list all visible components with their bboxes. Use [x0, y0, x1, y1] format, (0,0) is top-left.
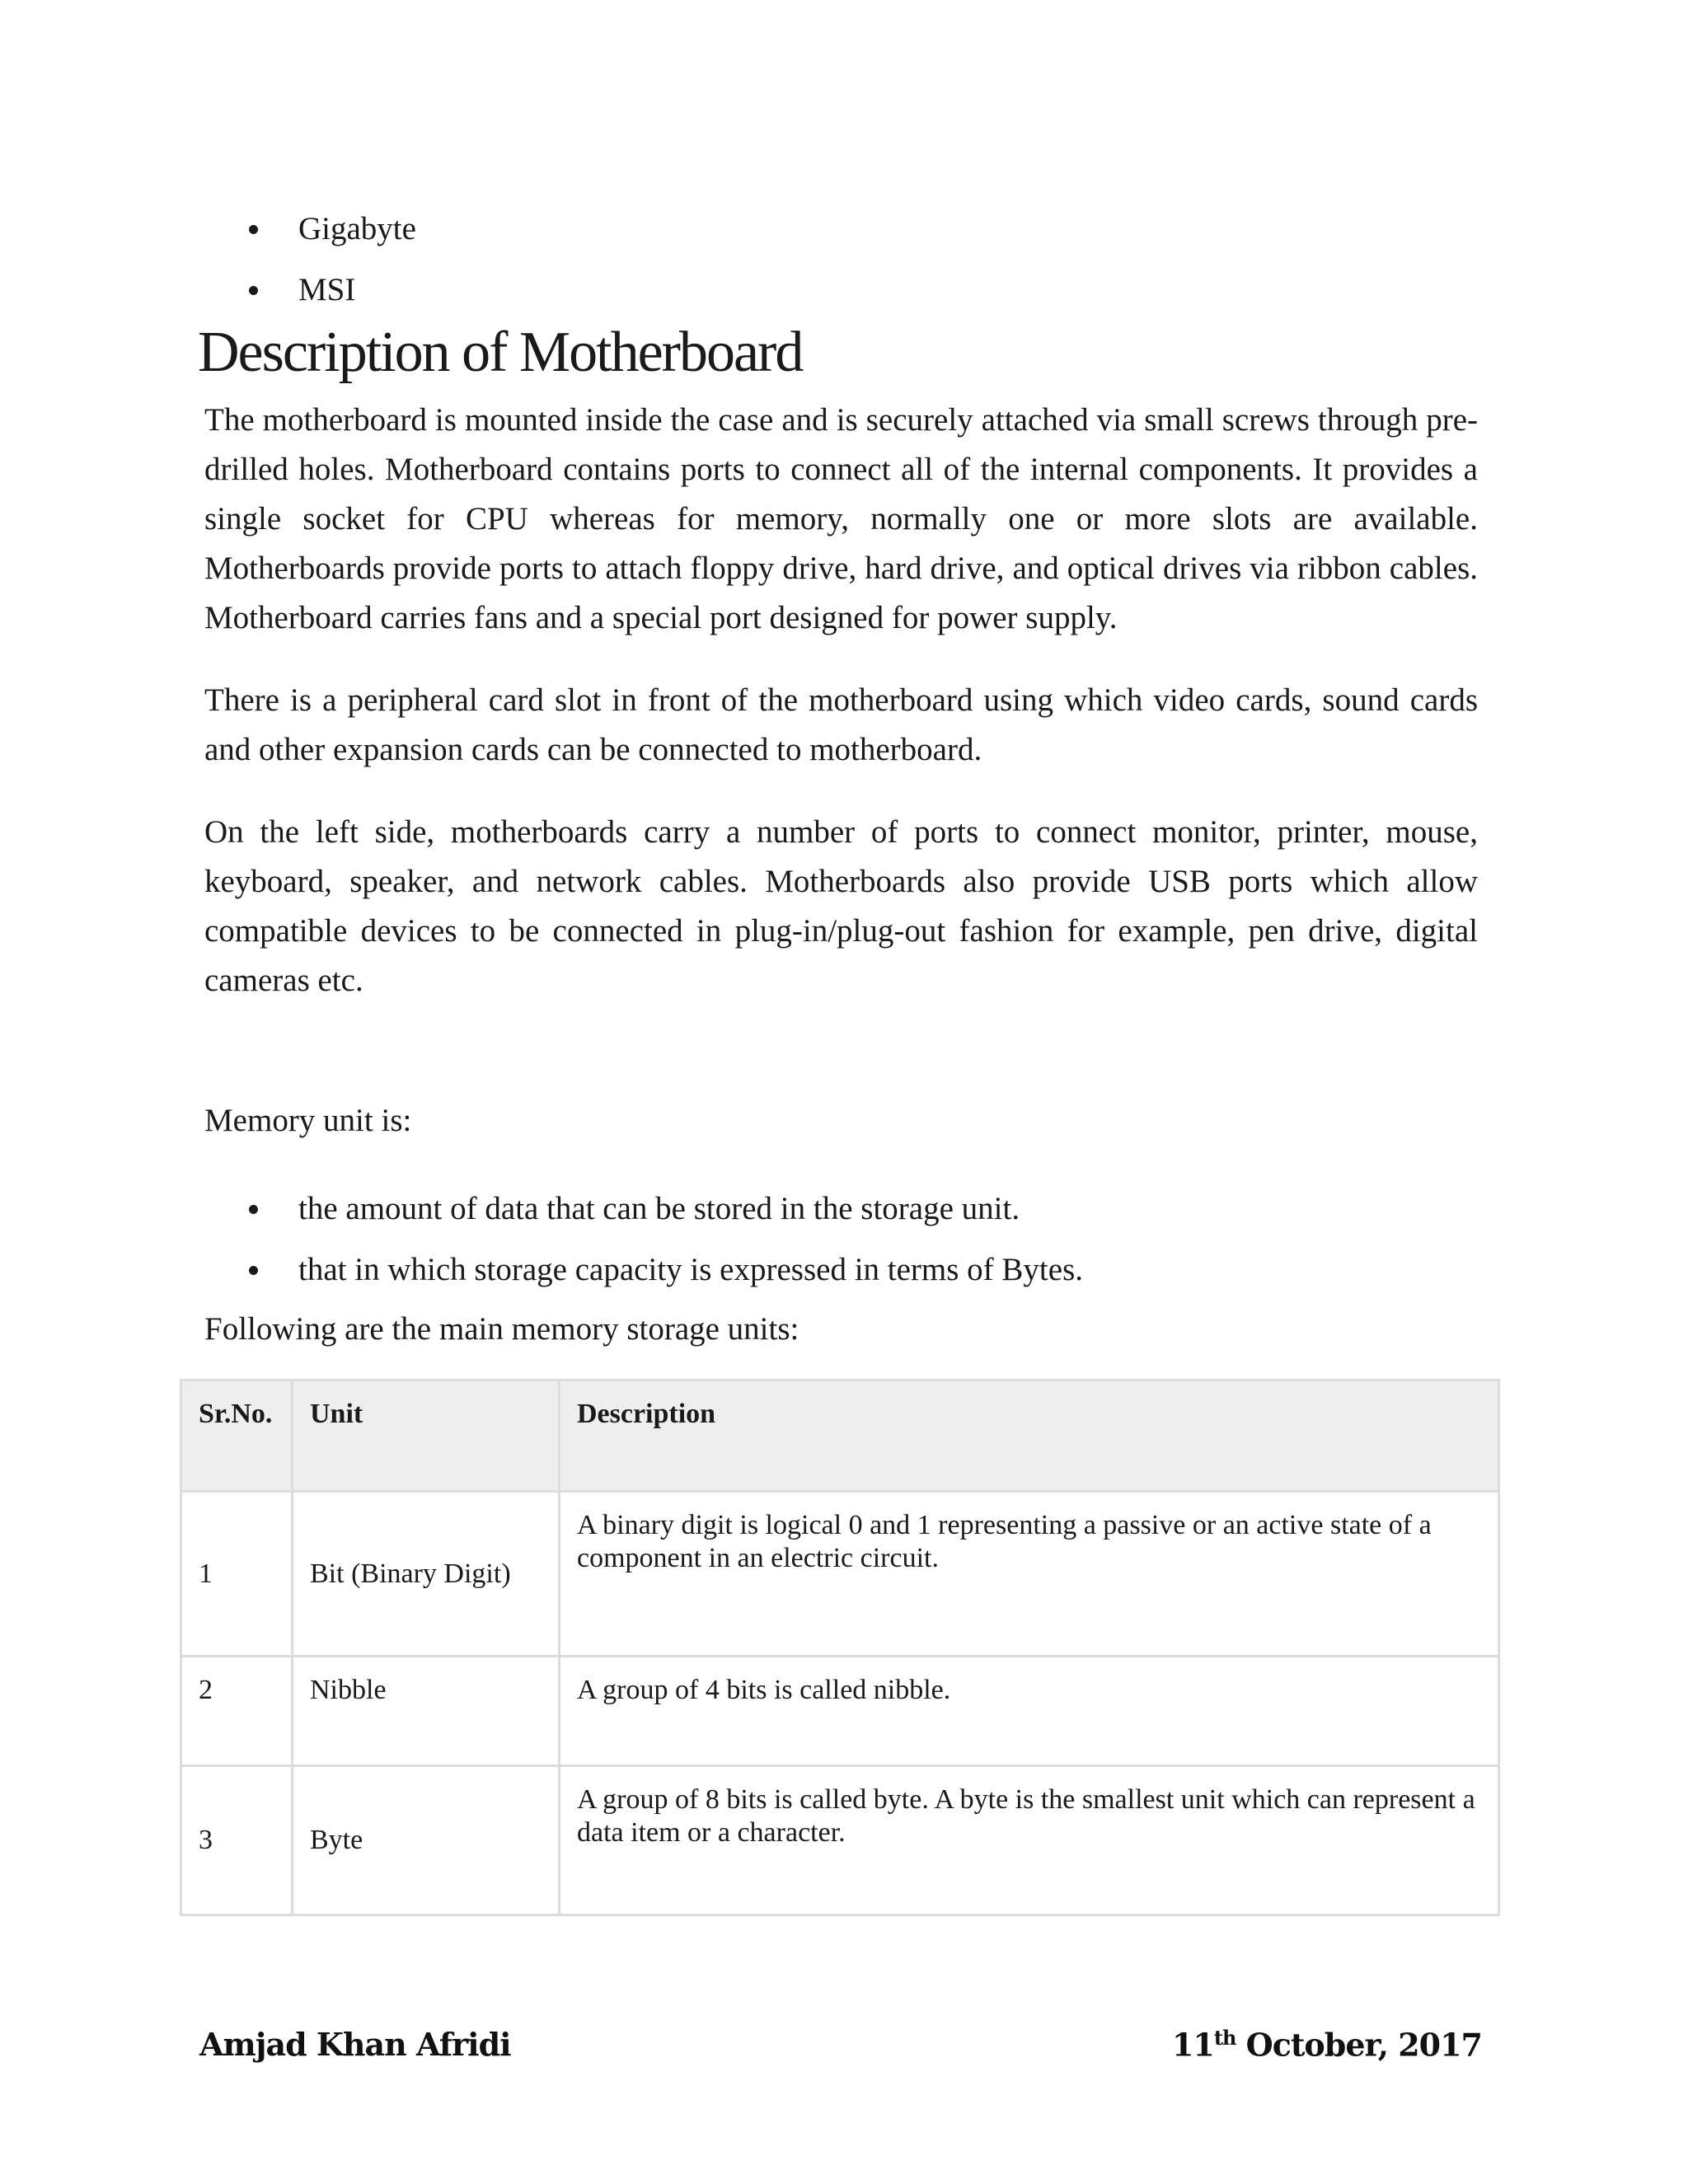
cell-sr-no: 3 [181, 1766, 293, 1915]
memory-intro: Memory unit is: [204, 1103, 412, 1138]
footer-date-suffix: th [1213, 2026, 1236, 2050]
cell-description: A group of 4 bits is called nibble. [560, 1657, 1499, 1766]
footer-date-day: 11 [1171, 2026, 1214, 2064]
footer-date [1172, 2026, 1482, 2064]
cell-sr-no: 1 [181, 1492, 293, 1657]
footer-author: Amjad Khan Afridi [199, 2026, 511, 2063]
header-unit: Unit [293, 1380, 560, 1492]
cell-unit: Nibble [293, 1657, 560, 1766]
header-description: Description [560, 1380, 1499, 1492]
cell-sr-no: 2 [181, 1657, 293, 1766]
list-item: that in which storage capacity is expressed in terms of Bytes. [247, 1240, 1083, 1301]
table-row [181, 1657, 1499, 1766]
section-heading: Description of Motherboard [198, 321, 803, 384]
cell-description: A group of 8 bits is called byte. A byte is the smallest unit which can represent a data item or a character. [560, 1766, 1499, 1915]
memory-definition-list [247, 1179, 1083, 1301]
cell-unit: Byte [293, 1766, 560, 1915]
header-sr-no: Sr.No. [181, 1380, 293, 1492]
table-header-row [181, 1380, 1499, 1492]
table-intro: Following are the main memory storage units: [204, 1311, 799, 1347]
table-row [181, 1492, 1499, 1657]
paragraph-card-slot: There is a peripheral card slot in front of the motherboard using which video cards, sound cards and other expansion cards can be connected to motherboard. [204, 682, 1478, 767]
table-row [181, 1766, 1499, 1915]
list-item: Gigabyte [247, 199, 416, 260]
brand-list [247, 199, 416, 321]
list-item: MSI [247, 260, 416, 321]
list-item: the amount of data that can be stored in the storage unit. [247, 1179, 1083, 1240]
cell-description: A binary digit is logical 0 and 1 representing a passive or an active state of a component in an electric circuit. [560, 1492, 1499, 1657]
paragraph-ports: On the left side, motherboards carry a number of ports to connect monitor, printer, mouse, keyboard, speaker, and network cables. Motherboards also provide USB ports which allow compatible devices to be connected in plug-in/plug-out fashion for example, pen drive, digital cameras etc. [204, 814, 1478, 998]
memory-units-table [180, 1379, 1500, 1916]
footer-date-rest: October, 2017 [1236, 2026, 1482, 2064]
paragraph-mounting: The motherboard is mounted inside the case and is securely attached via small screws through pre-drilled holes. Motherboard contains ports to connect all of the internal components. It provides a single socket for CPU whereas for memory, normally one or more slots are available. Motherboards provide ports to attach floppy drive, hard drive, and optical drives via ribbon cables. Motherboard carries fans and a special port designed for power supply. [204, 402, 1478, 635]
cell-unit: Bit (Binary Digit) [293, 1492, 560, 1657]
